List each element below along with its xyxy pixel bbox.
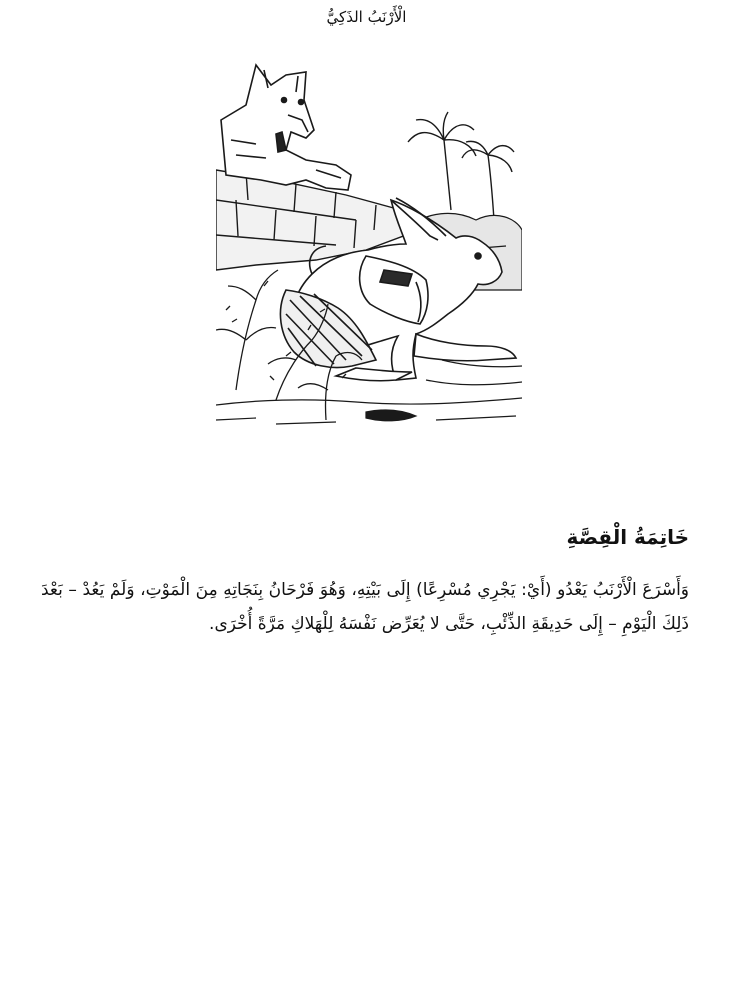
section-heading: خَاتِمَةُ الْقِصَّةِ — [566, 524, 689, 549]
wolf-figure — [221, 65, 351, 190]
page-running-title: الْأَرْنَبُ الذَكِيُّ — [326, 8, 407, 26]
wolf-and-hare-illustration — [216, 60, 522, 430]
story-paragraph: وَأَسْرَعَ الْأَرْنَبُ يَعْدُو (أَيْ: يَجْرِي مُسْرِعًا) إِلَى بَيْتِهِ، وَهُوَ فَرْحَانُ بِنَجَاتِهِ مِنَ الْمَوْتِ، وَلَمْ يَعُدْ – بَعْدَ ذَلِكَ الْيَوْمِ – إِلَى حَدِيقَةِ الذِّئْبِ، حَتَّى لا يُعَرِّض نَفْسَهُ لِلْهَلاكِ مَرَّةً أُخْرَى. — [41, 580, 689, 634]
palm-trees — [408, 112, 514, 220]
illustration-drawing — [216, 60, 522, 430]
